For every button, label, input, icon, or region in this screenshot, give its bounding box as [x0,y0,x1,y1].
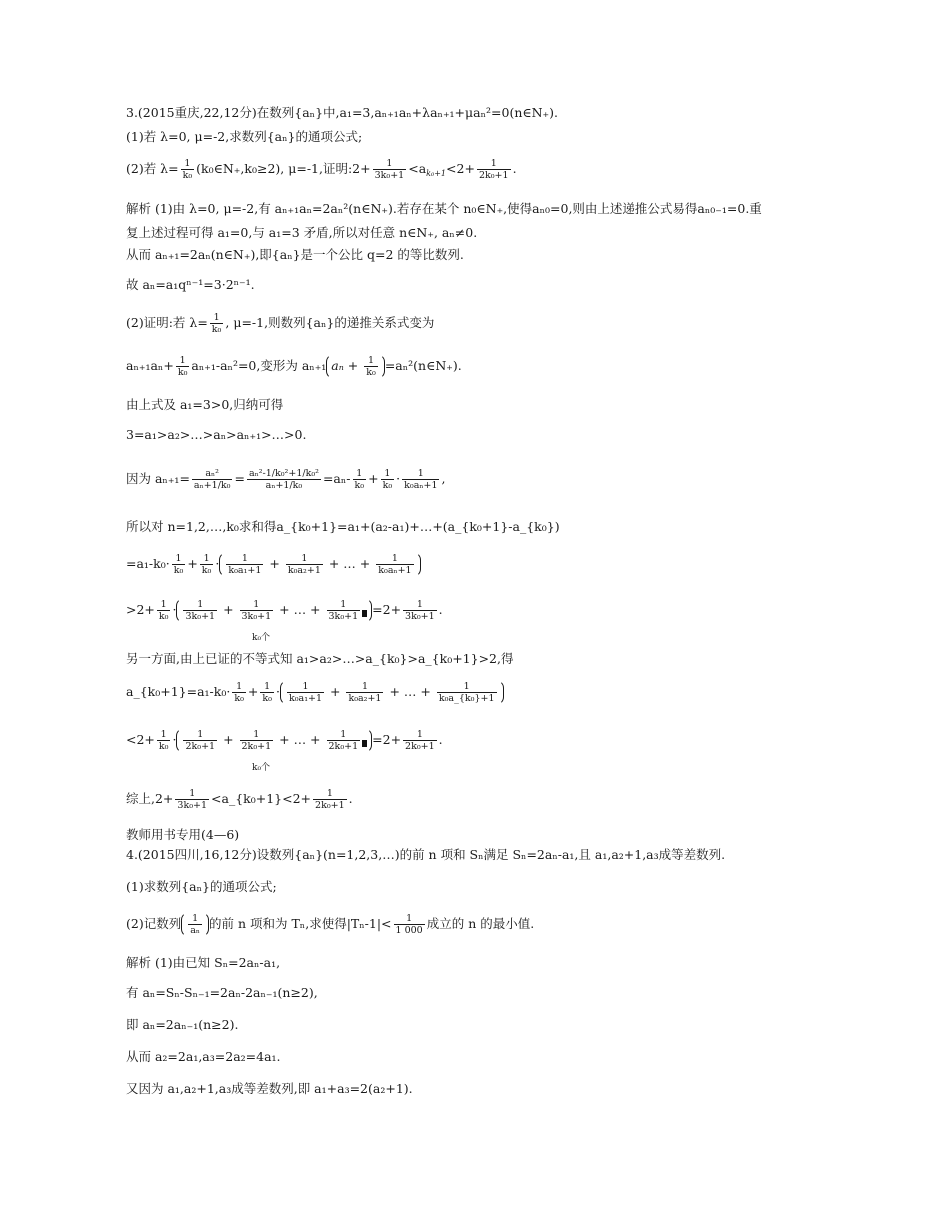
fraction: $\frac{1}{\text{3k₀+1}}$ [374,158,405,181]
q3-proof-line: 3=a₁>a₂>…>aₙ>aₙ₊₁>…>0. [126,427,307,442]
marker-icon [362,740,367,747]
q3-solution-line: 复上述过程可得 a₁=0,与 a₁=3 矛盾,所以对任意 n∈N₊, aₙ≠0. [126,225,478,240]
q3-proof-line: 由上式及 a₁=3>0,归纳可得 [126,397,284,412]
q3-because-line: 因为 aₙ₊₁= $\frac{\text{aₙ²}}{\text{aₙ+1/k₀}}$ = $\frac{\text{aₙ²-1/k₀²+1/k₀²}}{\text{aₙ+1/k₀}}$ =aₙ- $\frac{1}{\text{k₀}}$ + $\frac{1}{\text{k₀}}$ · $\frac{1}{\text{k₀aₙ+1}}$ , [126,468,446,491]
q4-solution-line: 从而 a₂=2a₁,a₃=2a₂=4a₁. [126,1049,281,1064]
q3-proof-intro: (2)证明:若 λ= $\frac{1}{\text{k₀}}$ , μ=-1,则数列{aₙ}的递推关系式变为 [126,312,435,335]
q3-part2: (2)若 λ= $\frac{1}{\text{k₀}}$ (k₀∈N₊,k₀≥2), μ=-1,证明:2+ $\frac{1}{\text{3k₀+1}}$ $<a_{k_0+1}<2+$ $\frac{1}{\text{2k₀+1}}$ . [126,158,517,181]
count-note: k₀个 [252,763,271,773]
marker-icon [362,610,367,617]
q3-part1: (1)若 λ=0, μ=-2,求数列{aₙ}的通项公式; [126,129,363,144]
fraction: $\frac{\text{aₙ²-1/k₀²+1/k₀²}}{\text{aₙ+1/k₀}}$ [248,468,319,491]
q3-conclusion: 综上,2+ $\frac{1}{\text{3k₀+1}}$ <a_{k₀+1}<2+ $\frac{1}{\text{2k₀+1}}$ . [126,788,353,811]
q3-sum-line: 所以对 n=1,2,…,k₀求和得a_{k₀+1}=a₁+(a₂-a₁)+…+(a_{k₀+1}-a_{k₀}) [126,519,560,534]
q3-solution-line: 从而 aₙ₊₁=2aₙ(n∈N₊),即{aₙ}是一个公比 q=2 的等比数列. [126,247,464,262]
parenthesis-group: aₙ + $\frac{1}{\text{k₀}}$ [326,354,385,379]
fraction: $\frac{1}{\text{2k₀+1}}$ [478,158,509,181]
q3-sum-expansion: =a₁-k₀· $\frac{1}{\text{k₀}}$ + $\frac{1}{\text{k₀}}$ · $\frac{1}{\text{k₀a₁+1}}$ + $\frac{1}{\text{k₀a₂+1}}$ + … + $\frac{1}{\text{k₀aₙ+1}}$ [126,552,840,577]
q3-upper-bound: <2+ $\frac{1}{\text{k₀}}$ · $\frac{1}{\text{2k₀+1}}$ + $\frac{1}{\text{2k₀+1}}$ + … + $\frac{1}{\text{2k₀+1}}$ =2+ $\frac{1}{\text{2k₀+1}}$ . [126,729,443,752]
fraction: $\frac{\text{aₙ²}}{\text{aₙ+1/k₀}}$ [193,468,231,491]
q3-upper-expansion: a_{k₀+1}=a₁-k₀· $\frac{1}{\text{k₀}}$ + $\frac{1}{\text{k₀}}$ · $\frac{1}{\text{k₀a₁+1}}$ + $\frac{1}{\text{k₀a₂+1}}$ + … + $\frac{1}{\text{k₀a\_\{k₀\}+1}}$ [126,680,840,705]
q4-solution-line: 又因为 a₁,a₂+1,a₃成等差数列,即 a₁+a₃=2(a₂+1). [126,1081,413,1096]
q3-solution-line: 解析 (1)由 λ=0, μ=-2,有 aₙ₊₁aₙ=2aₙ²(n∈N₊).若存在某个 n₀∈N₊,使得aₙ₀=0,则由上述递推公式易得aₙ₀₋₁=0.重 [126,201,762,216]
q4-stem: 4.(2015四川,16,12分)设数列{aₙ}(n=1,2,3,…)的前 n 项和 Sₙ满足 Sₙ=2aₙ-a₁,且 a₁,a₂+1,a₃成等差数列. [126,847,726,862]
fraction: $\frac{1}{\text{k₀}}$ [211,312,222,335]
q4-solution-line: 有 aₙ=Sₙ-Sₙ₋₁=2aₙ-2aₙ₋₁(n≥2), [126,985,318,1000]
section-title: 教师用书专用(4—6) [126,827,240,842]
q3-lower-bound: >2+ $\frac{1}{\text{k₀}}$ · $\frac{1}{\text{3k₀+1}}$ + $\frac{1}{\text{3k₀+1}}$ + … + $\frac{1}{\text{3k₀+1}}$ =2+ $\frac{1}{\text{3k₀+1}}$ . [126,599,443,622]
fraction: $\frac{1}{\text{k₀}}$ [177,355,188,378]
q4-solution-line: 即 aₙ=2aₙ₋₁(n≥2). [126,1017,239,1032]
q4-part2: (2)记数列 $\frac{1}{\text{aₙ}}$ 的前 n 项和为 Tₙ,求使得|Tₙ-1|< $\frac{1}{1 000}$ 成立的 n 的最小值. [126,913,535,936]
count-note: k₀个 [252,633,271,643]
q4-solution-line: 解析 (1)由已知 Sₙ=2aₙ-a₁, [126,955,281,970]
q3-other-side: 另一方面,由上已证的不等式知 a₁>a₂>…>a_{k₀}>a_{k₀+1}>2,得 [126,651,514,666]
q3-recurrence: aₙ₊₁aₙ+ $\frac{1}{\text{k₀}}$ aₙ₊₁-aₙ²=0,变形为 aₙ₊₁ aₙ + $\frac{1}{\text{k₀}}$ =aₙ²(n∈N₊). [126,355,462,378]
q3-solution-line: 故 aₙ=a₁qⁿ⁻¹=3·2ⁿ⁻¹. [126,277,255,292]
q3-stem: 3.(2015重庆,22,12分)在数列{aₙ}中,a₁=3,aₙ₊₁aₙ+λaₙ₊₁+μaₙ²=0(n∈N₊). [126,105,559,120]
q4-part1: (1)求数列{aₙ}的通项公式; [126,879,277,894]
fraction: $\frac{1}{\text{k₀}}$ [182,158,193,181]
